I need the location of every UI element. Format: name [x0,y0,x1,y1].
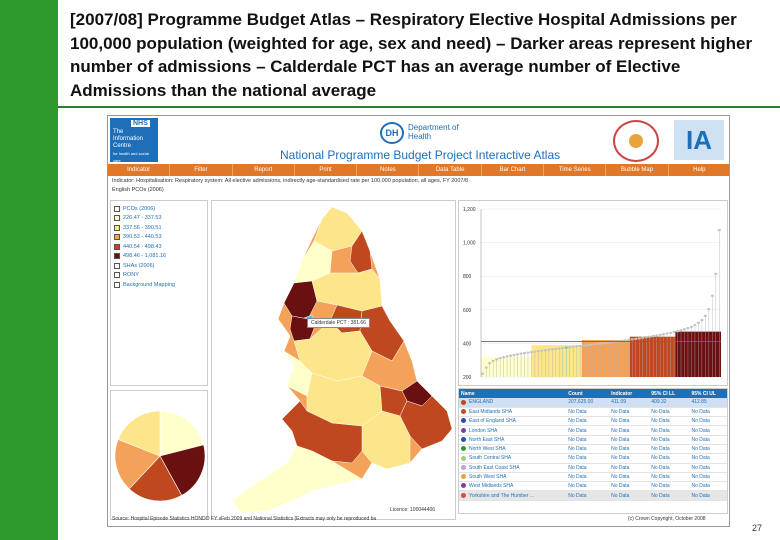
region-color-dot [461,400,466,405]
copyright-note: (c) Crown Copyright, October 2008 [628,516,706,522]
col-header-indicator[interactable]: Indicator [609,389,649,398]
cell-name-text: South East Coast SHA [469,464,520,471]
legend-layer-row[interactable] [114,271,204,281]
class-pie-chart [111,391,209,521]
atlas-header [108,116,730,164]
cell-ll: No Data [649,407,689,416]
cell-ll: No Data [649,472,689,481]
legend-class-label: 440.54 - 498.43 [123,243,162,250]
y-tick-label: 800 [463,274,472,281]
cell-indicator: No Data [609,472,649,481]
cell-ul: No Data [689,454,727,463]
legend-layer-row[interactable] [114,280,204,290]
menu-item-indicator[interactable]: Indicator [108,164,170,176]
cell-ll: No Data [649,426,689,435]
ia-logo: IA [674,120,724,160]
nhs-information-centre-logo [110,118,158,162]
indicator-description: Indicator: Hospitalisation: Respiratory system: All elective admissions, indirectly age-standardised rate per 100,000 population, all ages, FY 2007/8 [112,178,469,184]
legend-panel [110,200,208,386]
table-row[interactable] [459,444,727,453]
legend-class-row [114,233,204,243]
table-row[interactable] [459,407,727,416]
legend-layer-label: Background Mapping [123,281,175,288]
cell-indicator: No Data [609,407,649,416]
nhs-org-name: The Information Centre [113,129,144,149]
cell-count: 207,625.00 [566,398,609,407]
region-color-dot [461,493,466,498]
cell-ll: No Data [649,444,689,453]
cell-ll: No Data [649,454,689,463]
cell-count: No Data [566,444,609,453]
y-tick-label: 400 [463,341,472,348]
col-header-ci-ul[interactable]: 95% CI UL [689,389,727,398]
table-row[interactable] [459,454,727,463]
layer-checkbox[interactable] [114,206,120,212]
legend-layer-label: RONY [123,272,139,279]
cell-ul: No Data [689,417,727,426]
legend-layer-label: SHAs (2006) [123,262,155,269]
legend-class-row [114,214,204,224]
accent-bar [0,0,58,540]
cell-name [459,407,566,416]
cell-ll: No Data [649,482,689,491]
cell-ll: No Data [649,491,689,500]
legend-swatch [114,215,120,221]
cell-ul: No Data [689,435,727,444]
atlas-title: National Programme Budget Project Interactive Atlas [280,148,561,162]
legend-class-label: 226.47 - 337.53 [123,215,162,222]
cell-count: No Data [566,482,609,491]
cell-indicator: No Data [609,426,649,435]
layer-label: PCOs (2006) [123,205,156,212]
cell-name [459,454,566,463]
nhs-tagline: for health and social care [113,151,149,163]
y-tick-label: 1,000 [463,240,476,247]
menu-item-filter[interactable]: Filter [170,164,232,176]
cell-ul: No Data [689,407,727,416]
page-number: 27 [752,523,763,533]
cell-name [459,491,566,500]
table-row[interactable] [459,463,727,472]
menu-item-bubble-map[interactable]: Bubble Map [606,164,668,176]
class-band [481,357,531,377]
map-licence: Licence: 100044406 [390,507,436,513]
data-table [459,389,727,501]
cell-indicator: No Data [609,444,649,453]
menu-item-report[interactable]: Report [233,164,295,176]
cell-indicator: No Data [609,417,649,426]
cell-count: No Data [566,463,609,472]
table-row[interactable] [459,472,727,481]
legend-class-row [114,242,204,252]
pco-heading: English PCOs (2006) [112,187,164,193]
cell-name [459,472,566,481]
dh-initials: DH [380,122,404,144]
england-choropleth-map[interactable] [212,201,457,521]
source-note: Source: Hospital Episode Statistics HONDO FY xFeb 2009 and National Statistics (Extracts may only be reproduced ba [112,516,377,522]
legend-swatch [114,234,120,240]
cell-ul: No Data [689,472,727,481]
y-tick-label: 600 [463,307,472,314]
slide-title: [2007/08] Programme Budget Atlas – Respiratory Elective Hospital Admissions per 100,000 population (weighted for age, sex and need) – Darker areas represent higher number of admissions – Calderdale PCT has an average number of Elective Admissions than the national average [70,10,753,100]
atlas-screenshot [107,115,730,527]
cell-ll: 409.32 [649,398,689,407]
cell-count: No Data [566,407,609,416]
cell-indicator: 411.09 [609,398,649,407]
cell-ul: 412.85 [689,398,727,407]
cell-name-text: East of England SHA [469,418,516,425]
cell-indicator: No Data [609,454,649,463]
region-color-dot [461,456,466,461]
region-color-dot [461,428,466,433]
cell-name-text: North West SHA [469,446,506,453]
cell-indicator: No Data [609,463,649,472]
menu-item-data-table[interactable]: Data Table [419,164,481,176]
cell-name-text: ENGLAND [469,399,494,406]
layer-checkbox[interactable] [114,263,120,269]
legend-class-label: 337.56 - 390.51 [123,224,162,231]
table-row[interactable] [459,435,727,444]
table-header-row [459,389,727,398]
dh-logo [380,122,460,144]
legend-classes [114,214,204,262]
cell-name [459,482,566,491]
cell-count: No Data [566,472,609,481]
table-row[interactable] [459,482,727,491]
menu-item-help[interactable]: Help [669,164,730,176]
cell-name-text: North East SHA [469,436,505,443]
legend-swatch [114,244,120,250]
cell-ll: No Data [649,463,689,472]
region-color-dot [461,446,466,451]
pie-panel [110,390,208,520]
menu-item-time-series[interactable]: Time Series [544,164,606,176]
cell-ul: No Data [689,426,727,435]
map-tooltip: Calderdale PCT : 381.66 [307,318,370,328]
cell-indicator: No Data [609,482,649,491]
cell-name [459,426,566,435]
cell-name [459,444,566,453]
legend-class-row [114,223,204,233]
cell-name-text: East Midlands SHA [469,408,513,415]
map-panel[interactable] [211,200,456,520]
col-header-count[interactable]: Count [566,389,609,398]
cell-indicator: No Data [609,491,649,500]
cell-ul: No Data [689,482,727,491]
menu-item-notes[interactable]: Notes [357,164,419,176]
national-centre-seal-logo [613,120,659,162]
cell-name [459,463,566,472]
ranked-bar-chart [459,201,729,387]
cell-count: No Data [566,426,609,435]
legend-layer-row[interactable] [114,261,204,271]
cell-ul: No Data [689,463,727,472]
region-color-dot [461,465,466,470]
legend-class-label: 498.46 - 1,081.16 [123,253,167,260]
cell-count: No Data [566,435,609,444]
cell-ll: No Data [649,435,689,444]
y-tick-label: 1,200 [463,207,476,213]
cell-count: No Data [566,454,609,463]
title-box [58,0,780,108]
col-header-ci-ll[interactable]: 95% CI LL [649,389,689,398]
cell-name-text: South West SHA [469,474,507,481]
cell-count: No Data [566,417,609,426]
data-table-panel [458,388,728,514]
cell-ll: No Data [649,417,689,426]
cell-name-text: South Central SHA [469,455,512,462]
table-body [459,398,727,500]
legend-layer-row[interactable] [114,204,204,214]
table-row[interactable] [459,417,727,426]
cell-name [459,417,566,426]
cell-name-text: Yorkshire and The Humber ... [469,492,535,499]
legend-class-row [114,252,204,262]
region-color-dot [461,483,466,488]
layer-checkbox[interactable] [114,282,120,288]
cell-ul: No Data [689,444,727,453]
menu-item-bar-chart[interactable]: Bar Chart [482,164,544,176]
legend-swatch [114,253,120,259]
atlas-menu-bar [108,164,730,176]
class-band [582,340,630,377]
col-header-name[interactable]: Name [459,389,566,398]
seal-emblem [629,134,643,148]
region-color-dot [461,474,466,479]
cell-name-text: West Midlands SHA [469,483,514,490]
menu-item-print[interactable]: Print [295,164,357,176]
cell-ul: No Data [689,491,727,500]
dh-name: Department of Health [408,123,459,141]
class-band [630,337,676,377]
region-color-dot [461,409,466,414]
cell-name-text: London SHA [469,427,498,434]
legend-layers [114,261,204,290]
table-row[interactable] [459,491,727,500]
legend-class-label: 390.53 - 440.53 [123,234,162,241]
cell-indicator: No Data [609,435,649,444]
layer-checkbox[interactable] [114,272,120,278]
bar-chart-panel [458,200,728,386]
cell-name [459,398,566,407]
nhs-badge: NHS [133,120,148,127]
cell-count: No Data [566,491,609,500]
table-row[interactable] [459,398,727,407]
region-color-dot [461,418,466,423]
y-tick-label: 200 [463,375,472,381]
legend-swatch [114,225,120,231]
region-color-dot [461,437,466,442]
table-row[interactable] [459,426,727,435]
cell-name [459,435,566,444]
